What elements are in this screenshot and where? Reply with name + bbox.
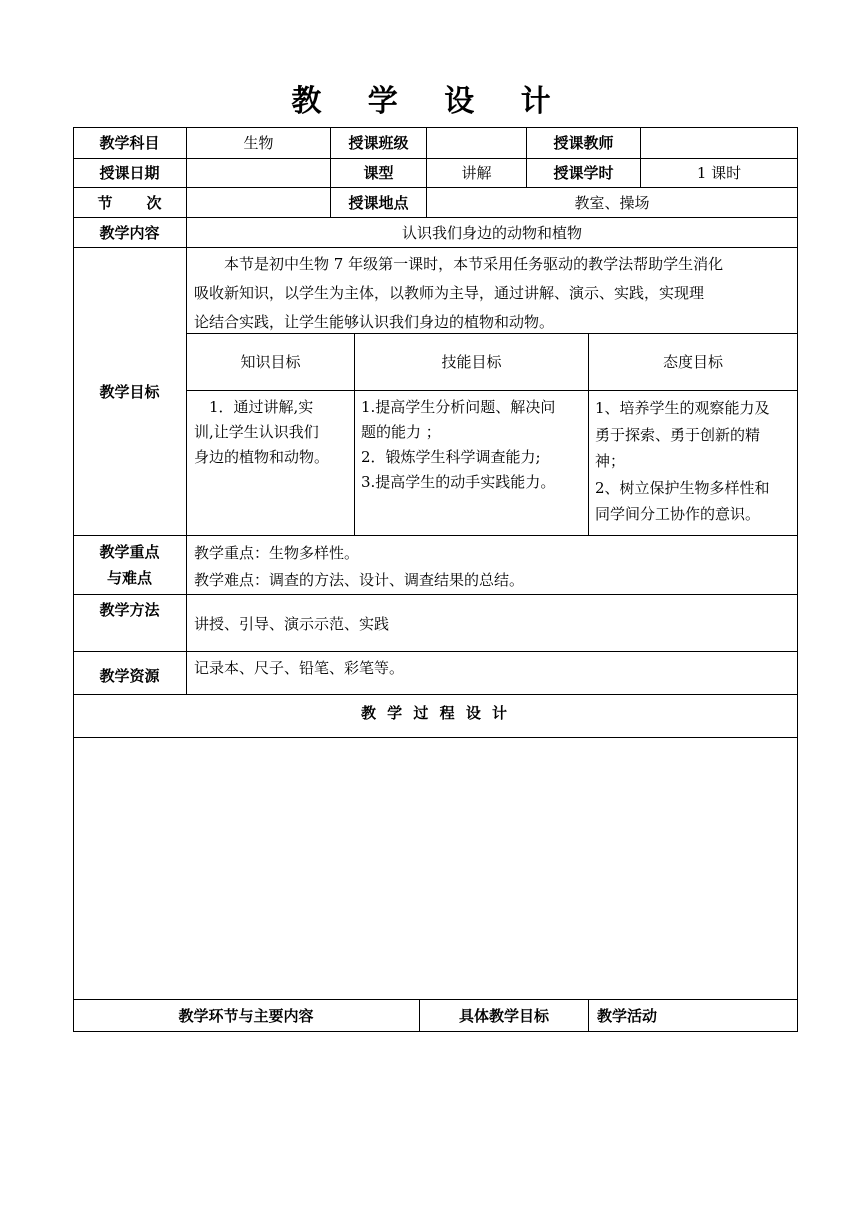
- goals-intro: [194, 248, 794, 333]
- knowledge-goal-header: 知识目标: [240, 353, 301, 371]
- goals-intro-line: 本节是初中生物 7 年级第一课时，本节采用任务驱动的教学法帮助学生消化: [194, 255, 724, 273]
- resources-value: 记录本、尺子、铅笔、彩笔等。: [194, 659, 405, 677]
- type-value: 讲解: [461, 164, 492, 182]
- attitude-goal-line: 神；: [595, 452, 626, 470]
- content-label: 教学内容: [99, 223, 160, 242]
- process-col-content: 教学环节与主要内容: [178, 1006, 314, 1025]
- type-label: 课型: [363, 164, 394, 182]
- attitude-goal-line: 勇于探索、勇于创新的精: [595, 425, 761, 444]
- goals-intro-line: 吸收新知识，以学生为主体，以教师为主导，通过讲解、演示、实践，实现理: [194, 284, 705, 302]
- attitude-goal-header: 态度目标: [662, 353, 723, 371]
- process-col-goals: 具体教学目标: [458, 1006, 549, 1025]
- section-label-b: 次: [146, 193, 162, 212]
- section-label: [73, 188, 186, 217]
- skill-goal-line: 2．锻炼学生科学调查能力;: [361, 448, 541, 466]
- date-label: 授课日期: [99, 164, 160, 182]
- section-label-a: 节: [97, 193, 113, 212]
- hours-value: 1 课时: [696, 164, 742, 182]
- goals-label: 教学目标: [99, 382, 160, 401]
- date-value: [187, 159, 330, 187]
- class-value: [427, 128, 526, 158]
- subject-label: 教学科目: [99, 134, 160, 152]
- teacher-label: 授课教师: [553, 134, 614, 152]
- class-label: 授课班级: [348, 134, 409, 152]
- teacher-value: [641, 128, 797, 158]
- difficulty: 教学难点：调查的方法、设计、调查结果的总结。: [194, 571, 525, 589]
- hours-label: 授课学时: [553, 164, 614, 182]
- resources-label: 教学资源: [99, 667, 160, 685]
- page-title: 教 学 设 计: [291, 84, 569, 119]
- section-value: [187, 188, 330, 217]
- goals-intro-line: 论结合实践，让学生能够认识我们身边的植物和动物。: [194, 313, 555, 331]
- attitude-goal-line: 2、树立保护生物多样性和: [595, 478, 770, 497]
- focus-text: [194, 540, 794, 594]
- location-value: 教室、操场: [574, 193, 650, 212]
- process-col-activities: 教学活动: [597, 1006, 658, 1025]
- focus-label-line: 与难点: [106, 569, 152, 587]
- method-value: 讲授、引导、演示示范、实践: [194, 615, 390, 633]
- knowledge-goal-line: 训,让学生认识我们: [194, 423, 319, 441]
- subject-value: 生物: [243, 134, 274, 152]
- attitude-goal-line: 1、培养学生的观察能力及: [595, 399, 770, 417]
- attitude-goal-text: [595, 395, 797, 528]
- skill-goal-header: 技能目标: [441, 353, 502, 371]
- content-value: 认识我们身边的动物和植物: [401, 223, 582, 242]
- key-point: 教学重点：生物多样性。: [194, 544, 360, 562]
- skill-goal-line: 1.提高学生分析问题、解决问: [361, 398, 556, 416]
- location-label: 授课地点: [348, 193, 409, 212]
- focus-label: [73, 536, 186, 594]
- attitude-goal-line: 同学间分工协作的意识。: [595, 505, 761, 523]
- focus-label-line: 教学重点: [99, 543, 160, 561]
- process-title: 教 学 过 程 设 计: [360, 704, 511, 722]
- skill-goal-line: 3.提高学生的动手实践能力。: [361, 473, 556, 491]
- knowledge-goal-line: 1．通过讲解,实: [194, 398, 314, 416]
- knowledge-goal-text: [194, 395, 354, 470]
- skill-goal-text: [361, 395, 587, 495]
- method-label: 教学方法: [99, 601, 160, 619]
- skill-goal-line: 题的能力 ；: [361, 423, 441, 441]
- knowledge-goal-line: 身边的植物和动物。: [194, 448, 330, 466]
